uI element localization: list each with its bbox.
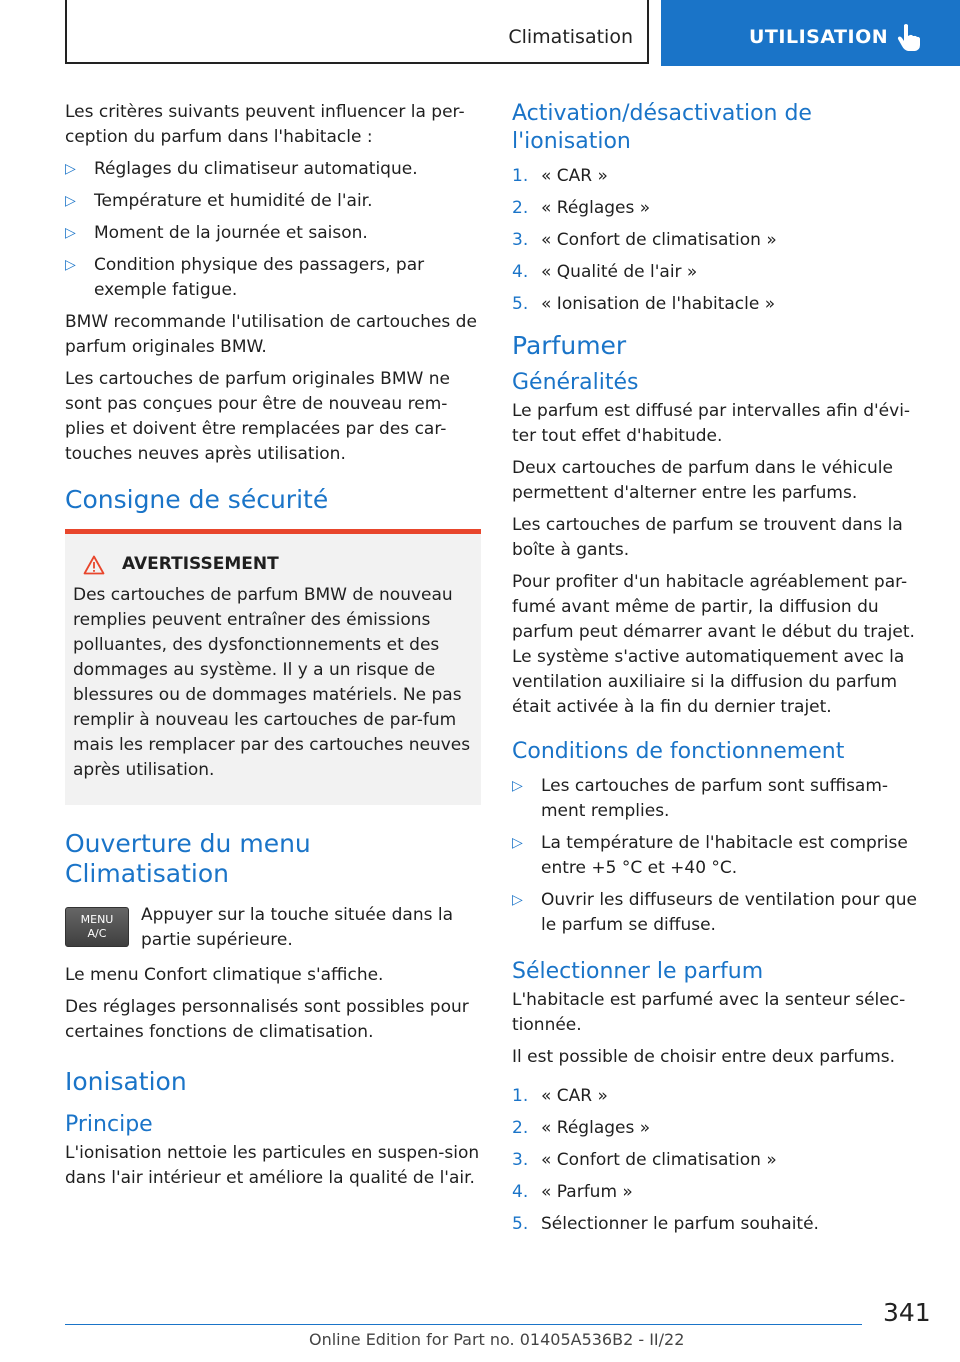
menu-heading: Ouverture du menu Climatisation [65,829,311,888]
footer-divider [65,1324,862,1325]
activation-steps [512,164,928,317]
ionisation-heading: Ionisation [65,1067,187,1096]
list-item: 5. « Ionisation de l'habitacle » [512,294,776,314]
list-item: 2. « Réglages » [512,198,651,218]
warning-title: AVERTISSEMENT [73,552,473,577]
list-item: ▷ La température de l'habitacle est comprise entre +5 °C et +40 °C. [512,833,908,878]
bullet-icon: ▷ [65,161,76,177]
menu-instruction-text: Appuyer sur la touche située dans la partie supérieure. [141,905,454,950]
warning-text: Des cartouches de parfum BMW de nouveau remplies peuvent entraîner des émissions polluantes, des dysfonctionnements et des dommages au système. Il y a un risque de blessures ou de dommages matériels. Ne pas remplir à nouveau les cartouches de par-fum mais les remplacer par des cartouches neuves après utilisation. [73,585,471,780]
criteria-list [65,157,481,303]
select-paragraph-2: Il est possible de choisir entre deux parfums. [512,1047,896,1067]
menu-custom-paragraph: Des réglages personnalisés sont possibles pour certaines fonctions de climatisation. [65,997,469,1042]
select-heading: Sélectionner le parfum [512,959,764,984]
menu-ac-button: MENU A/C [65,907,129,947]
principle-heading: Principe [65,1112,153,1137]
left-column [65,100,481,1198]
activation-heading: Activation/désactivation de l'ionisation [512,101,812,154]
general-paragraph-3: Les cartouches de parfum se trouvent dans la boîte à gants. [512,515,903,560]
section-tab [65,0,649,64]
cartridges-paragraph: Les cartouches de parfum originales BMW ne sont pas conçues pour être de nouveau rem-plies et doivent être remplacées par des car-touches neuves après utilisation. [65,369,450,464]
list-item: 3. « Confort de climatisation » [512,1150,777,1170]
list-item: ▷ Ouvrir les diffuseurs de ventilation pour que le parfum se diffuse. [512,890,917,935]
list-item: 4. « Parfum » [512,1182,633,1202]
list-item: ▷ Réglages du climatiseur automatique. [65,157,481,182]
safety-heading: Consigne de sécurité [65,485,329,514]
conditions-heading: Conditions de fonctionnement [512,739,845,764]
hand-pointer-icon [896,22,922,52]
right-column [512,100,928,1245]
list-item: 1. « CAR » [512,166,608,186]
perfume-heading: Parfumer [512,331,627,360]
warning-triangle-icon [83,555,105,575]
list-item: 3. « Confort de climatisation » [512,230,777,250]
general-paragraph-2: Deux cartouches de parfum dans le véhicule permettent d'alterner entre les parfums. [512,458,893,503]
principle-paragraph: L'ionisation nettoie les particules en suspen-sion dans l'air intérieur et améliore la qualité de l'air. [65,1143,480,1188]
list-item: ▷ Température et humidité de l'air. [65,189,481,214]
select-steps [512,1084,928,1237]
select-paragraph-1: L'habitacle est parfumé avec la senteur sélec-tionnée. [512,990,906,1035]
page-number: 341 [883,1298,931,1327]
section-title: Climatisation [508,26,633,48]
chapter-title: UTILISATION [749,26,889,48]
intro-paragraph: Les critères suivants peuvent influencer la per-ception du parfum dans l'habitacle : [65,102,465,147]
list-item: 5. Sélectionner le parfum souhaité. [512,1214,819,1234]
general-paragraph-1: Le parfum est diffusé par intervalles afin d'évi-ter tout effet d'habitude. [512,401,911,446]
bullet-icon: ▷ [512,778,523,794]
general-paragraph-4: Pour profiter d'un habitacle agréablement par-fumé avant même de partir, la diffusion du parfum peut démarrer avant le début du trajet. Le système s'active automatiquement avec la ventilation auxiliaire si la diffusion du parfum était activée à la fin du dernier trajet. [512,572,915,717]
edition-note: Online Edition for Part no. 01405A536B2 - II/22 [309,1330,685,1349]
list-item: ▷ Les cartouches de parfum sont suffisam-ment remplies. [512,776,889,821]
menu-instruction [65,903,481,953]
general-heading: Généralités [512,370,639,395]
recommend-paragraph: BMW recommande l'utilisation de cartouches de parfum originales BMW. [65,312,477,357]
warning-box [65,529,481,805]
page-header [0,0,960,66]
chapter-tab [661,0,960,66]
bullet-icon: ▷ [65,193,76,209]
bullet-icon: ▷ [512,835,523,851]
bullet-icon: ▷ [65,225,76,241]
list-item: ▷ Condition physique des passagers, par exemple fatigue. [65,255,425,300]
menu-opens-paragraph: Le menu Confort climatique s'affiche. [65,965,384,985]
list-item: 2. « Réglages » [512,1118,651,1138]
list-item: 4. « Qualité de l'air » [512,262,698,282]
bullet-icon: ▷ [65,257,76,273]
list-item: 1. « CAR » [512,1086,608,1106]
list-item: ▷ Moment de la journée et saison. [65,221,481,246]
bullet-icon: ▷ [512,892,523,908]
conditions-list [512,774,928,938]
